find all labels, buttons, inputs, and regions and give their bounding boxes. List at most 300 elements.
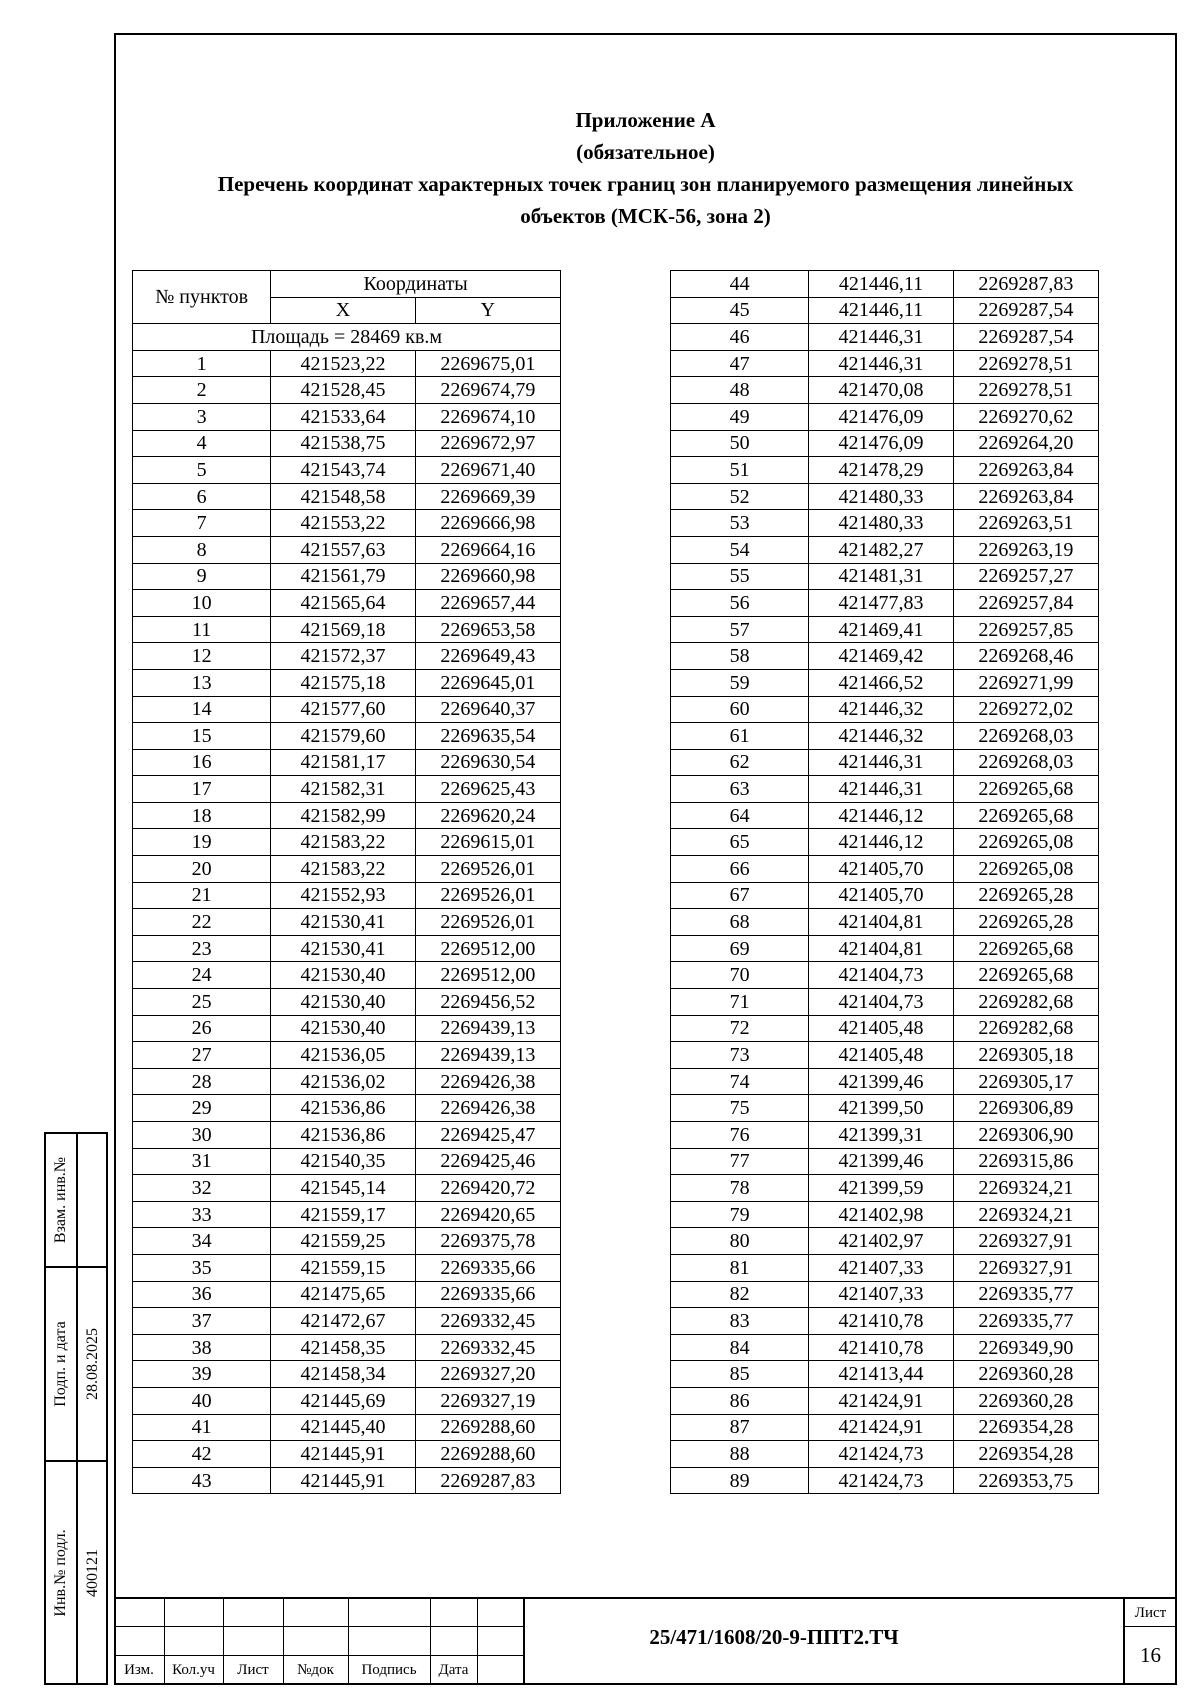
coord-y: 2269264,20 [953, 430, 1098, 457]
coord-x: 421445,91 [271, 1467, 415, 1494]
table-row [671, 935, 1099, 962]
table-row [671, 1308, 1099, 1335]
coord-y: 2269265,28 [953, 882, 1098, 909]
coord-x: 421545,14 [271, 1175, 415, 1202]
coordinates-table-right [670, 270, 1099, 1494]
coord-y: 2269287,83 [953, 271, 1098, 298]
table-row [671, 297, 1099, 324]
coord-y: 2269287,54 [953, 324, 1098, 351]
header-y: Y [415, 297, 560, 324]
coord-x: 421553,22 [271, 510, 415, 537]
table-row [671, 669, 1099, 696]
header-x: X [271, 297, 415, 324]
point-number: 4 [133, 430, 271, 457]
coord-x: 421476,09 [809, 403, 953, 430]
table-row [133, 1414, 561, 1441]
coord-x: 421446,31 [809, 776, 953, 803]
coord-y: 2269526,01 [415, 909, 560, 936]
area-row: Площадь = 28469 кв.м [133, 324, 561, 351]
coord-y: 2269674,10 [415, 403, 560, 430]
table-row [133, 350, 561, 377]
point-number: 71 [671, 989, 809, 1016]
title-line-heading-1: Перечень координат характерных точек границ зон планируемого размещения линейных [217, 172, 1074, 196]
point-number: 23 [133, 935, 271, 962]
point-number: 38 [133, 1334, 271, 1361]
side-stamp-inv [44, 1460, 108, 1685]
coord-y: 2269278,51 [953, 377, 1098, 404]
table-row [133, 1387, 561, 1414]
table-row [671, 723, 1099, 750]
table-row [133, 935, 561, 962]
coord-y: 2269439,13 [415, 1042, 560, 1069]
coord-x: 421404,73 [809, 989, 953, 1016]
coord-y: 2269653,58 [415, 616, 560, 643]
table-row [133, 882, 561, 909]
table-row [671, 430, 1099, 457]
table-row [133, 1281, 561, 1308]
point-number: 60 [671, 696, 809, 723]
coord-y: 2269615,01 [415, 829, 560, 856]
coord-y: 2269268,03 [953, 723, 1098, 750]
coord-y: 2269270,62 [953, 403, 1098, 430]
coord-y: 2269426,38 [415, 1095, 560, 1122]
point-number: 65 [671, 829, 809, 856]
coord-x: 421582,99 [271, 802, 415, 829]
point-number: 79 [671, 1201, 809, 1228]
coord-x: 421476,09 [809, 430, 953, 457]
coord-x: 421528,45 [271, 377, 415, 404]
table-row [671, 882, 1099, 909]
table-row [671, 483, 1099, 510]
coord-x: 421523,22 [271, 350, 415, 377]
table-row [671, 909, 1099, 936]
coord-x: 421530,40 [271, 989, 415, 1016]
table-row [133, 723, 561, 750]
table-row [133, 1361, 561, 1388]
coord-x: 421405,70 [809, 856, 953, 883]
coord-y: 2269657,44 [415, 590, 560, 617]
coord-y: 2269526,01 [415, 856, 560, 883]
coord-x: 421470,08 [809, 377, 953, 404]
table-row [133, 616, 561, 643]
coord-y: 2269335,77 [953, 1308, 1098, 1335]
coord-x: 421548,58 [271, 483, 415, 510]
point-number: 84 [671, 1334, 809, 1361]
point-number: 31 [133, 1148, 271, 1175]
coord-x: 421405,48 [809, 1015, 953, 1042]
coord-x: 421469,42 [809, 643, 953, 670]
coord-x: 421399,46 [809, 1068, 953, 1095]
point-number: 78 [671, 1175, 809, 1202]
coord-x: 421552,93 [271, 882, 415, 909]
coord-x: 421410,78 [809, 1334, 953, 1361]
point-number: 19 [133, 829, 271, 856]
table-row [671, 563, 1099, 590]
point-number: 28 [133, 1068, 271, 1095]
table-row [133, 483, 561, 510]
coord-y: 2269335,66 [415, 1281, 560, 1308]
table-row [133, 1122, 561, 1149]
table-row [133, 1015, 561, 1042]
table-row [133, 829, 561, 856]
table-row [671, 1175, 1099, 1202]
coord-x: 421536,05 [271, 1042, 415, 1069]
point-number: 44 [671, 271, 809, 298]
coord-x: 421536,86 [271, 1122, 415, 1149]
coord-x: 421581,17 [271, 749, 415, 776]
coord-x: 421543,74 [271, 457, 415, 484]
table-row [133, 510, 561, 537]
point-number: 16 [133, 749, 271, 776]
title-block-stamp [114, 1597, 1177, 1685]
document-code: 25/471/1608/20-9-ППТ2.ТЧ [649, 1625, 899, 1649]
coord-y: 2269625,43 [415, 776, 560, 803]
table-row [133, 1228, 561, 1255]
coord-x: 421399,46 [809, 1148, 953, 1175]
coord-x: 421445,69 [271, 1387, 415, 1414]
point-number: 80 [671, 1228, 809, 1255]
point-number: 62 [671, 749, 809, 776]
table-row [133, 669, 561, 696]
coord-y: 2269282,68 [953, 1015, 1098, 1042]
vzam-label: Взам. инв.№ [52, 1156, 69, 1244]
coord-y: 2269268,03 [953, 749, 1098, 776]
coord-x: 421446,32 [809, 723, 953, 750]
coord-x: 421446,11 [809, 297, 953, 324]
point-number: 32 [133, 1175, 271, 1202]
coord-y: 2269265,68 [953, 776, 1098, 803]
coord-y: 2269332,45 [415, 1308, 560, 1335]
coord-x: 421477,83 [809, 590, 953, 617]
table-row [133, 696, 561, 723]
point-number: 1 [133, 350, 271, 377]
coord-x: 421480,33 [809, 483, 953, 510]
stamp-col-izm: Изм. [124, 1662, 154, 1678]
point-number: 50 [671, 430, 809, 457]
coord-y: 2269327,91 [953, 1228, 1098, 1255]
coord-y: 2269512,00 [415, 962, 560, 989]
table-row [671, 403, 1099, 430]
point-number: 59 [671, 669, 809, 696]
coord-y: 2269327,20 [415, 1361, 560, 1388]
coord-x: 421536,86 [271, 1095, 415, 1122]
point-number: 24 [133, 962, 271, 989]
title-line-mandatory: (обязательное) [576, 140, 715, 164]
table-row [133, 802, 561, 829]
point-number: 64 [671, 802, 809, 829]
coord-y: 2269305,18 [953, 1042, 1098, 1069]
table-row [671, 1015, 1099, 1042]
coord-x: 421577,60 [271, 696, 415, 723]
table-row [133, 536, 561, 563]
coord-y: 2269425,46 [415, 1148, 560, 1175]
table-row [671, 749, 1099, 776]
point-number: 66 [671, 856, 809, 883]
coord-x: 421533,64 [271, 403, 415, 430]
point-number: 58 [671, 643, 809, 670]
coord-x: 421424,91 [809, 1414, 953, 1441]
table-row [671, 1414, 1099, 1441]
coord-y: 2269666,98 [415, 510, 560, 537]
point-number: 35 [133, 1254, 271, 1281]
coord-x: 421407,33 [809, 1254, 953, 1281]
coord-y: 2269257,27 [953, 563, 1098, 590]
table-row [133, 643, 561, 670]
table-row [671, 802, 1099, 829]
point-number: 89 [671, 1467, 809, 1494]
coord-x: 421559,25 [271, 1228, 415, 1255]
coord-x: 421446,12 [809, 802, 953, 829]
point-number: 46 [671, 324, 809, 351]
point-number: 25 [133, 989, 271, 1016]
coord-x: 421446,32 [809, 696, 953, 723]
table-row [133, 776, 561, 803]
table-row [671, 1148, 1099, 1175]
table-row [671, 1228, 1099, 1255]
coord-y: 2269265,68 [953, 935, 1098, 962]
point-number: 67 [671, 882, 809, 909]
point-number: 70 [671, 962, 809, 989]
point-number: 30 [133, 1122, 271, 1149]
coord-y: 2269257,85 [953, 616, 1098, 643]
coord-y: 2269671,40 [415, 457, 560, 484]
title-line-heading-2: объектов (МСК-56, зона 2) [520, 204, 771, 228]
table-row [133, 430, 561, 457]
point-number: 75 [671, 1095, 809, 1122]
point-number: 20 [133, 856, 271, 883]
coord-x: 421559,17 [271, 1201, 415, 1228]
table-row [133, 962, 561, 989]
point-number: 73 [671, 1042, 809, 1069]
coord-y: 2269375,78 [415, 1228, 560, 1255]
coord-y: 2269287,54 [953, 297, 1098, 324]
point-number: 37 [133, 1308, 271, 1335]
coord-y: 2269288,60 [415, 1441, 560, 1468]
coord-y: 2269420,72 [415, 1175, 560, 1202]
point-number: 13 [133, 669, 271, 696]
coord-y: 2269306,89 [953, 1095, 1098, 1122]
table-row [671, 962, 1099, 989]
table-row [671, 1441, 1099, 1468]
table-row [671, 1042, 1099, 1069]
table-row [133, 909, 561, 936]
coord-y: 2269335,77 [953, 1281, 1098, 1308]
coord-x: 421446,31 [809, 350, 953, 377]
coord-x: 421445,40 [271, 1414, 415, 1441]
point-number: 43 [133, 1467, 271, 1494]
table-row [671, 350, 1099, 377]
coord-y: 2269263,51 [953, 510, 1098, 537]
coord-x: 421475,65 [271, 1281, 415, 1308]
coord-y: 2269263,84 [953, 457, 1098, 484]
point-number: 74 [671, 1068, 809, 1095]
coord-x: 421424,73 [809, 1441, 953, 1468]
coord-x: 421565,64 [271, 590, 415, 617]
header-coordinates: Координаты [271, 271, 561, 298]
table-row [133, 377, 561, 404]
coord-x: 421399,31 [809, 1122, 953, 1149]
point-number: 63 [671, 776, 809, 803]
table-row [671, 1201, 1099, 1228]
coord-y: 2269335,66 [415, 1254, 560, 1281]
coord-y: 2269265,68 [953, 962, 1098, 989]
stamp-col-podpis: Подпись [361, 1662, 417, 1678]
point-number: 5 [133, 457, 271, 484]
point-number: 47 [671, 350, 809, 377]
coord-x: 421583,22 [271, 856, 415, 883]
table-row [671, 776, 1099, 803]
coord-y: 2269512,00 [415, 935, 560, 962]
table-row [671, 377, 1099, 404]
coord-x: 421583,22 [271, 829, 415, 856]
point-number: 57 [671, 616, 809, 643]
point-number: 26 [133, 1015, 271, 1042]
point-number: 18 [133, 802, 271, 829]
point-number: 14 [133, 696, 271, 723]
side-stamp-podp [44, 1266, 108, 1462]
table-row [133, 563, 561, 590]
coord-y: 2269426,38 [415, 1068, 560, 1095]
document-title [114, 104, 1177, 232]
table-row [671, 1281, 1099, 1308]
coord-y: 2269630,54 [415, 749, 560, 776]
coord-x: 421404,81 [809, 935, 953, 962]
point-number: 12 [133, 643, 271, 670]
table-row [671, 457, 1099, 484]
coord-x: 421413,44 [809, 1361, 953, 1388]
title-line-appendix: Приложение А [575, 108, 716, 132]
table-row [671, 1122, 1099, 1149]
point-number: 3 [133, 403, 271, 430]
coord-x: 421530,40 [271, 962, 415, 989]
table-row [133, 1095, 561, 1122]
table-row [671, 1387, 1099, 1414]
coord-y: 2269265,68 [953, 802, 1098, 829]
coord-x: 421404,81 [809, 909, 953, 936]
coord-x: 421481,31 [809, 563, 953, 590]
point-number: 76 [671, 1122, 809, 1149]
table-row [133, 1254, 561, 1281]
coord-x: 421405,48 [809, 1042, 953, 1069]
coord-x: 421482,27 [809, 536, 953, 563]
point-number: 27 [133, 1042, 271, 1069]
point-number: 49 [671, 403, 809, 430]
table-row [133, 1068, 561, 1095]
point-number: 54 [671, 536, 809, 563]
coord-y: 2269456,52 [415, 989, 560, 1016]
coord-y: 2269354,28 [953, 1441, 1098, 1468]
coord-y: 2269353,75 [953, 1467, 1098, 1494]
point-number: 72 [671, 1015, 809, 1042]
coordinates-table-left [132, 270, 561, 1494]
point-number: 36 [133, 1281, 271, 1308]
coord-y: 2269282,68 [953, 989, 1098, 1016]
coord-x: 421445,91 [271, 1441, 415, 1468]
point-number: 87 [671, 1414, 809, 1441]
coord-y: 2269664,16 [415, 536, 560, 563]
stamp-col-koluch: Кол.уч [172, 1662, 215, 1678]
point-number: 2 [133, 377, 271, 404]
table-row [671, 1361, 1099, 1388]
coord-x: 421572,37 [271, 643, 415, 670]
coord-y: 2269645,01 [415, 669, 560, 696]
coord-x: 421404,73 [809, 962, 953, 989]
point-number: 22 [133, 909, 271, 936]
point-number: 55 [671, 563, 809, 590]
table-row [671, 1095, 1099, 1122]
table-row [133, 1441, 561, 1468]
point-number: 83 [671, 1308, 809, 1335]
coord-x: 421402,97 [809, 1228, 953, 1255]
coord-x: 421424,91 [809, 1387, 953, 1414]
table-row [133, 1334, 561, 1361]
coord-y: 2269278,51 [953, 350, 1098, 377]
coord-x: 421399,50 [809, 1095, 953, 1122]
table-row [671, 643, 1099, 670]
coord-y: 2269265,28 [953, 909, 1098, 936]
table-row [671, 536, 1099, 563]
point-number: 8 [133, 536, 271, 563]
point-number: 6 [133, 483, 271, 510]
coord-y: 2269268,46 [953, 643, 1098, 670]
coord-x: 421530,41 [271, 935, 415, 962]
coord-x: 421402,98 [809, 1201, 953, 1228]
coord-y: 2269265,08 [953, 829, 1098, 856]
point-number: 82 [671, 1281, 809, 1308]
point-number: 52 [671, 483, 809, 510]
stamp-col-data: Дата [438, 1662, 469, 1678]
coord-y: 2269332,45 [415, 1334, 560, 1361]
coord-x: 421405,70 [809, 882, 953, 909]
point-number: 7 [133, 510, 271, 537]
table-row [671, 1467, 1099, 1494]
point-number: 42 [133, 1441, 271, 1468]
coord-y: 2269439,13 [415, 1015, 560, 1042]
point-number: 81 [671, 1254, 809, 1281]
inv-label: Инв.№ подл. [52, 1528, 69, 1617]
coord-x: 421407,33 [809, 1281, 953, 1308]
coord-x: 421582,31 [271, 776, 415, 803]
table-row [133, 590, 561, 617]
coord-x: 421557,63 [271, 536, 415, 563]
coord-y: 2269257,84 [953, 590, 1098, 617]
table-row [671, 1254, 1099, 1281]
coord-x: 421446,11 [809, 271, 953, 298]
table-row [671, 324, 1099, 351]
table-row [671, 989, 1099, 1016]
coord-x: 421478,29 [809, 457, 953, 484]
point-number: 45 [671, 297, 809, 324]
coord-y: 2269265,08 [953, 856, 1098, 883]
coord-x: 421446,31 [809, 749, 953, 776]
coord-y: 2269354,28 [953, 1414, 1098, 1441]
coord-y: 2269272,02 [953, 696, 1098, 723]
table-row [133, 1175, 561, 1202]
coord-y: 2269360,28 [953, 1387, 1098, 1414]
table-row [133, 457, 561, 484]
table-row [133, 749, 561, 776]
stamp-col-ndok: №док [297, 1662, 334, 1678]
point-number: 11 [133, 616, 271, 643]
point-number: 21 [133, 882, 271, 909]
point-number: 68 [671, 909, 809, 936]
table-row [671, 696, 1099, 723]
table-row [671, 271, 1099, 298]
coord-x: 421540,35 [271, 1148, 415, 1175]
coord-x: 421530,41 [271, 909, 415, 936]
point-number: 10 [133, 590, 271, 617]
point-number: 33 [133, 1201, 271, 1228]
